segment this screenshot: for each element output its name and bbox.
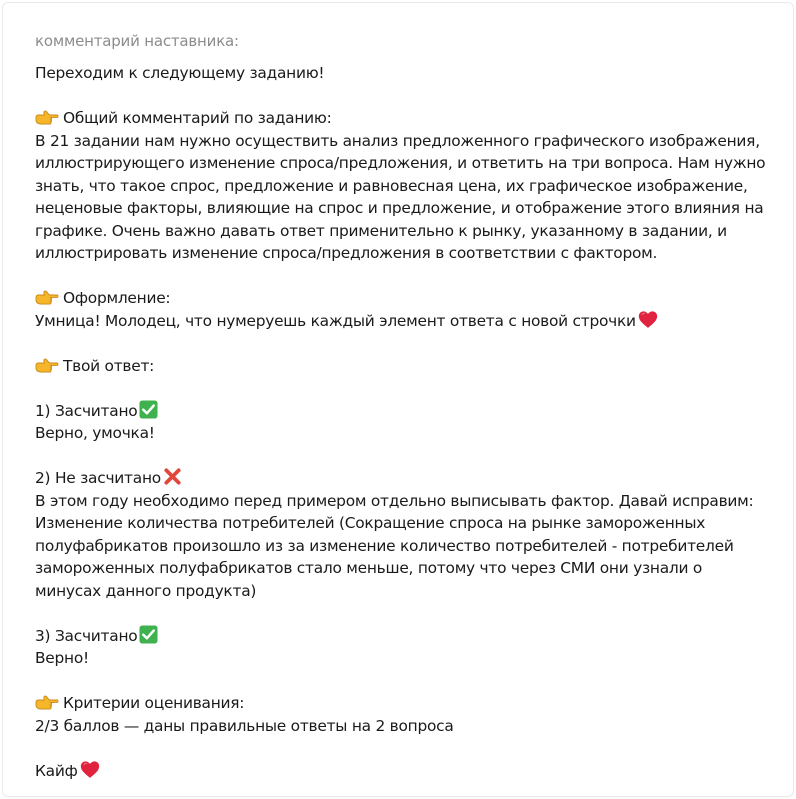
intro-text: Переходим к следующему заданию! (35, 64, 325, 82)
formatting-text: Умница! Молодец, что нумеруешь каждый элемент ответа с новой строчки (35, 311, 636, 330)
answer-2-comment-line-1: В этом году необходимо перед примером отдельно выписывать фактор. Давай исправим: (35, 491, 754, 510)
formatting-heading-row (35, 287, 775, 310)
answer-1-label: 1) Засчитано (35, 401, 138, 420)
criteria-text: 2/3 баллов — даны правильные ответы на 2 вопроса (35, 716, 454, 735)
answer-3-comment: Верно! (35, 649, 89, 667)
answer-2-comment-line-2: Изменение количества потребителей (Сокращение спроса на рынке замороженных (35, 514, 706, 532)
closing-row (35, 760, 775, 783)
general-line-5: графике. Очень важно давать ответ применительно к рынку, указанному в задании, и (35, 221, 727, 240)
answer-2-label: 2) Не засчитано (35, 469, 161, 487)
red-heart-icon (638, 310, 658, 329)
general-heading: Общий комментарий по заданию: (63, 109, 332, 127)
formatting-heading: Оформление: (63, 289, 171, 307)
general-line-2: иллюстрирующего изменение спроса/предложения, и ответить на три вопроса. Нам нужно (35, 154, 766, 172)
general-line-4: неценовые факторы, влияющие на спрос и предложение, и отображение этого влияния на (35, 199, 764, 217)
formatting-text-row (35, 310, 775, 333)
hand-pointing-right-icon (35, 357, 59, 375)
criteria-heading: Критерии оценивания: (63, 694, 245, 712)
comment-content (35, 30, 775, 782)
criteria-heading-row (35, 692, 775, 715)
answer-3-label: 3) Засчитано (35, 626, 138, 645)
answer-heading: Твой ответ: (63, 356, 155, 375)
answer-3-status-row (35, 625, 775, 648)
general-line-6: иллюстрировать изменение спроса/предложения в соответствии с фактором. (35, 244, 658, 262)
hand-pointing-right-icon (35, 289, 59, 307)
general-line-1: В 21 задании нам нужно осуществить анализ предложенного графического изображения, (35, 131, 760, 150)
answer-2-status-row (35, 467, 775, 490)
green-check-icon (139, 625, 158, 644)
answer-2-comment-line-4: замороженных полуфабрикатов стало меньше, потому что через СМИ они узнали о (35, 559, 703, 577)
hand-pointing-right-icon (35, 109, 59, 127)
general-line-3: знать, что такое спрос, предложение и равновесная цена, их графическое изображение, (35, 176, 748, 195)
red-heart-icon (80, 760, 100, 779)
red-cross-icon (163, 467, 182, 486)
hand-pointing-right-icon (35, 694, 59, 712)
closing-text: Кайф (35, 761, 78, 780)
general-heading-row (35, 107, 775, 130)
green-check-icon (139, 400, 158, 419)
answer-1-status-row (35, 400, 775, 423)
comment-card (2, 2, 794, 797)
answer-2-comment-line-3: полуфабрикатов произошло из за изменение количество потребителей - потребителей (35, 536, 734, 555)
answer-heading-row (35, 355, 775, 378)
answer-2-comment-line-5: минусах данного продукта) (35, 581, 257, 600)
comment-header: комментарий наставника: (35, 32, 239, 50)
answer-1-comment: Верно, умочка! (35, 424, 155, 442)
